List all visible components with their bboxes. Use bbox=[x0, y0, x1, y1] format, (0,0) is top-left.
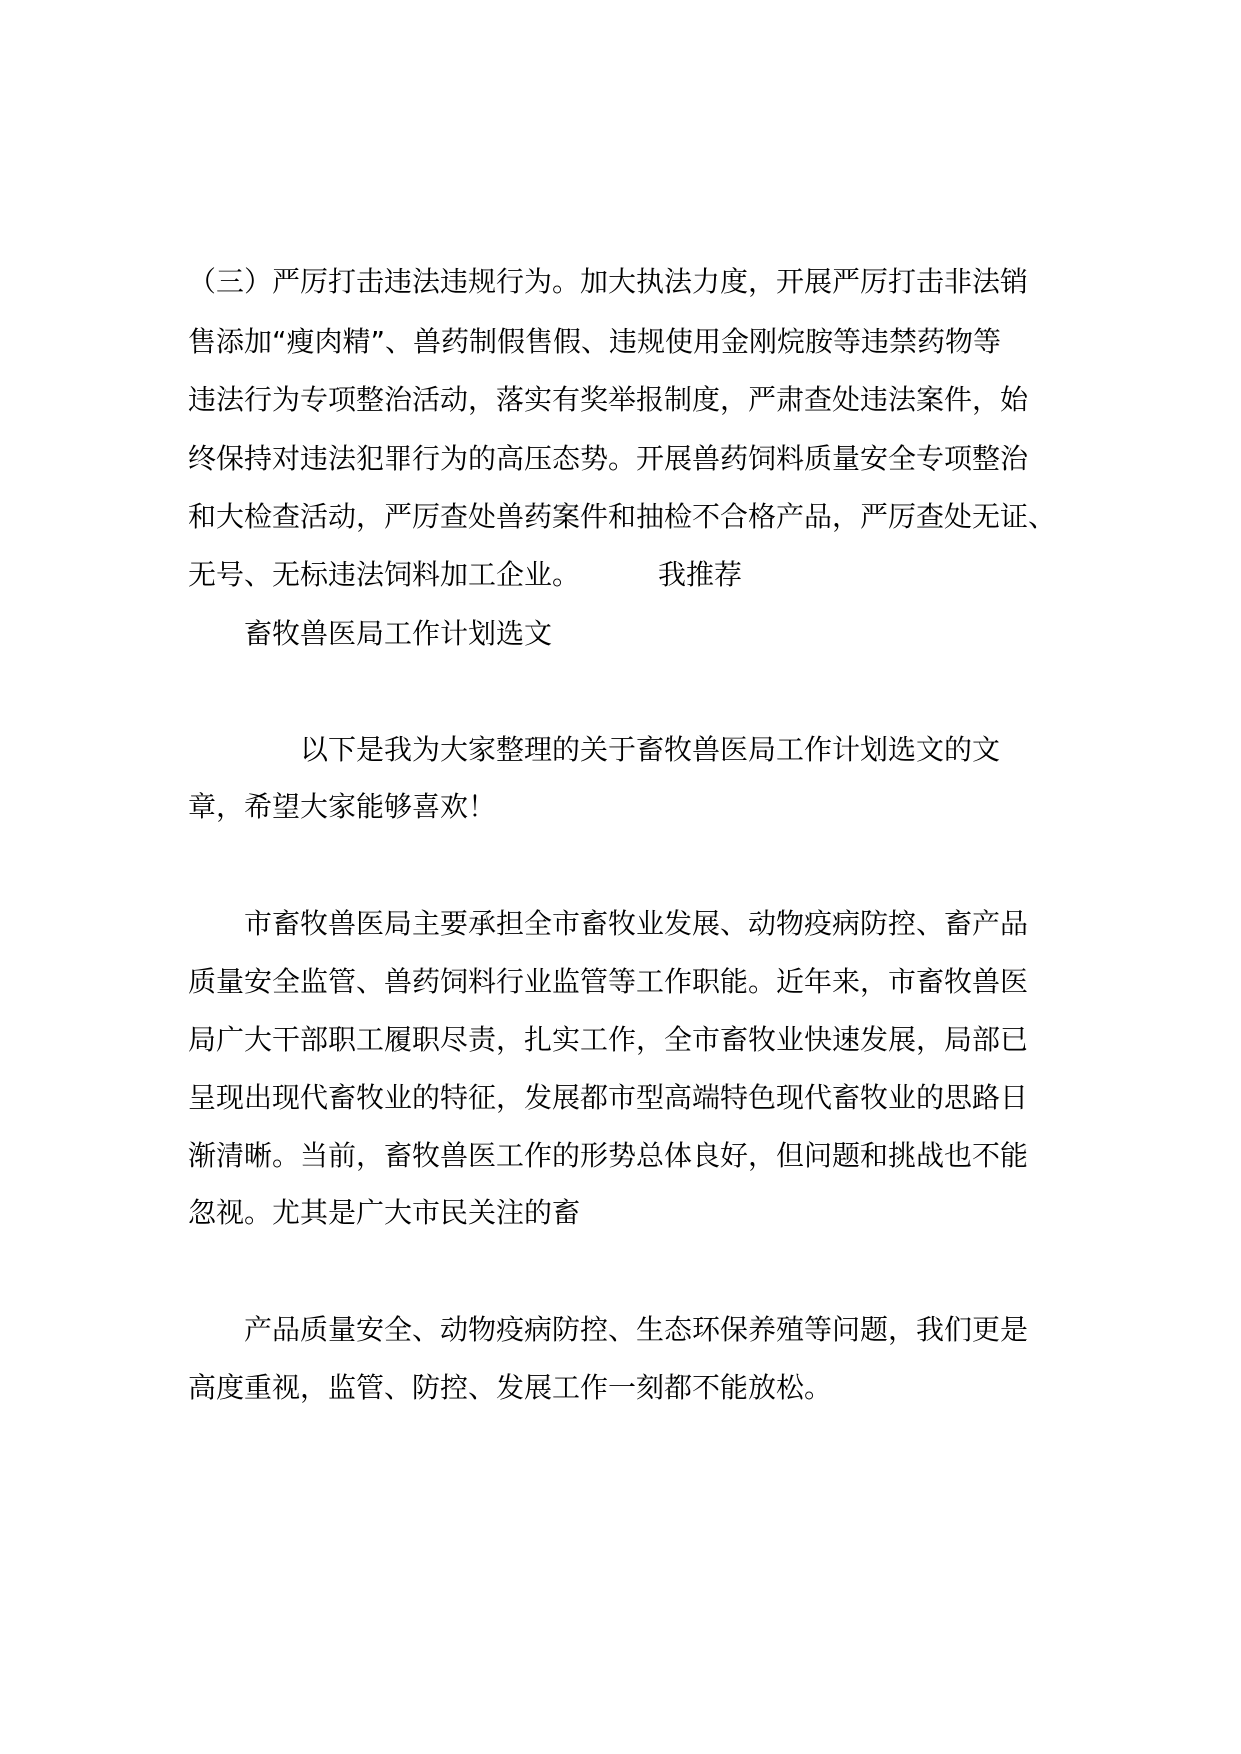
body-text-line: 售添加“瘦肉精”、兽药制假售假、违规使用金刚烷胺等违禁药物等 bbox=[188, 325, 1002, 358]
recommend-link[interactable]: 我推荐 bbox=[658, 558, 743, 591]
body-text-line: 渐清晰。当前，畜牧兽医工作的形势总体良好，但问题和挑战也不能 bbox=[188, 1139, 1029, 1172]
body-text-line: 市畜牧兽医局主要承担全市畜牧业发展、动物疫病防控、畜产品 bbox=[244, 907, 1029, 940]
body-text-segment: 无号、无标违法饲料加工企业。 bbox=[188, 558, 581, 591]
body-text-line bbox=[188, 555, 742, 595]
body-text-line: （三）严厉打击违法违规行为。加大执法力度，开展严厉打击非法销 bbox=[188, 265, 1029, 298]
body-text-line: 忽视。尤其是广大市民关注的畜 bbox=[188, 1196, 581, 1229]
body-text-line: 高度重视，监管、防控、发展工作一刻都不能放松。 bbox=[188, 1371, 833, 1404]
article-title: 畜牧兽医局工作计划选文 bbox=[244, 617, 553, 650]
body-text-line: 以下是我为大家整理的关于畜牧兽医局工作计划选文的文 bbox=[300, 733, 1001, 766]
body-text-line: 局广大干部职工履职尽责，扎实工作，全市畜牧业快速发展，局部已 bbox=[188, 1023, 1029, 1056]
body-text-line: 和大检查活动，严厉查处兽药案件和抽检不合格产品，严厉查处无证、 bbox=[188, 500, 1057, 533]
body-text-line: 产品质量安全、动物疫病防控、生态环保养殖等问题，我们更是 bbox=[244, 1313, 1029, 1346]
body-text-line: 章，希望大家能够喜欢！ bbox=[188, 790, 497, 823]
body-text-line: 终保持对违法犯罪行为的高压态势。开展兽药饲料质量安全专项整治 bbox=[188, 442, 1029, 475]
body-text-line: 质量安全监管、兽药饲料行业监管等工作职能。近年来，市畜牧兽医 bbox=[188, 965, 1029, 998]
body-text-line: 呈现出现代畜牧业的特征，发展都市型高端特色现代畜牧业的思路日 bbox=[188, 1081, 1029, 1114]
body-text-line: 违法行为专项整治活动，落实有奖举报制度，严肃查处违法案件，始 bbox=[188, 383, 1029, 416]
